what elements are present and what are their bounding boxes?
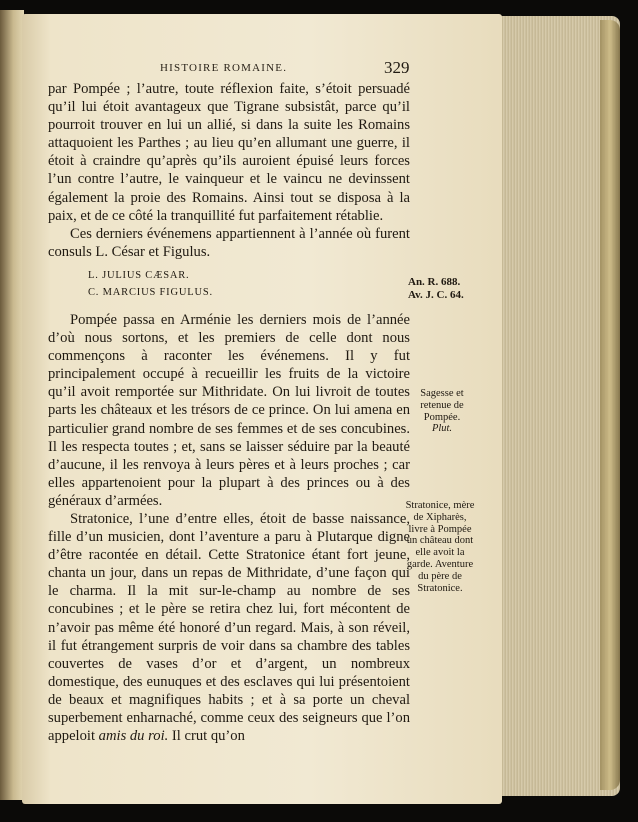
consul-2: C. MARCIUS FIGULUS. bbox=[88, 286, 213, 298]
running-head: HISTOIRE ROMAINE. bbox=[160, 62, 288, 74]
paragraph-4-text: Stratonice, l’une d’entre elles, étoit de basse naissance, fille d’un musicien, dont l’aventure a paru à Plutarque digne d’être racontée en détail. Cette Stratonice étant fort jeune, chanta un jour, dans un repas de Mithridate, d’une façon qui le charma. Il la mit sur-le-champ au nombre de ses concubines ; et le père se retira chez lui, fort mécontent de n’avoir pas même été honoré d’un regard. Mais, à son réveil, il fut étrangement surpris de voir dans sa chambre des tables couvertes de vases d’or et d’argent, un nombreux domestique, des eunuques et des esclaves qui lui présentoient de beaux et magnifiques habits ; et à sa porte un cheval superbement enharnaché, comme ceux des seigneurs que l’on appeloit bbox=[48, 510, 410, 745]
margin-sagesse-text: Sagesse et retenue de Pompée. bbox=[420, 388, 464, 423]
consuls-list bbox=[88, 267, 410, 301]
paragraph-4-end: Il crut qu’on bbox=[168, 728, 245, 745]
paragraph-2: Ces derniers événemens appartiennent à l’année où furent consuls L. César et Figulus. bbox=[48, 225, 410, 260]
page-text bbox=[48, 80, 410, 745]
facing-page-edge bbox=[0, 10, 24, 800]
margin-note-year bbox=[408, 276, 464, 302]
page-number: 329 bbox=[384, 58, 410, 77]
paragraph-4 bbox=[48, 510, 410, 745]
book-cover-edge bbox=[600, 20, 620, 790]
consul-1: L. JULIUS CÆSAR. bbox=[88, 269, 190, 281]
margin-note-sagesse bbox=[412, 388, 472, 435]
margin-note-stratonice: Stratonice, mère de Xipharès, livre à Pompée un château dont elle avoit la garde. Aventure du père de Stratonice. bbox=[405, 500, 475, 594]
paragraph-1: par Pompée ; l’autre, toute réflexion faite, s’étoit persuadé qu’il lui étoit avantageux que Tigrane subsistât, parce qu’il pourroit trouver en lui un allié, si dans la suite les Romains attaquoient les Parthes ; au lieu qu’en allumant une guerre, il étoit à craindre qu’après qu’ils auroient épuisé leurs forces l’un contre l’autre, le vainqueur et le vaincu ne devinssent également la proie des Romains. Ainsi tout se disposa à la paix, et de ce côté la tranquillité fut parfaitement rétablie. bbox=[48, 81, 410, 224]
margin-sagesse-source: Plut. bbox=[431, 423, 453, 435]
paragraph-4-italic: amis du roi. bbox=[98, 728, 169, 745]
margin-year-christ: Av. J. C. 64. bbox=[408, 289, 464, 301]
margin-year-rome: An. R. 688. bbox=[408, 276, 461, 288]
paragraph-3: Pompée passa en Arménie les derniers mois de l’année d’où nous sortons, et les premiers de celle dont nous commençons à raconter les événemens. Il y fut principalement occupé à recueillir les fruits de la victoire qu’il avoit remportée sur Mithridate. On lui livroit de toutes parts les châteaux et les trésors de ce prince. On lui amena en particulier grand nombre de ses femmes et de ses concubines. Il les respecta toutes ; et, sans se laisser séduire par la beauté d’aucune, il les renvoya à leurs pères et à leurs proches ; car elles appartenoient pour la plupart à des princes ou à des généraux d’armées. bbox=[48, 311, 410, 509]
